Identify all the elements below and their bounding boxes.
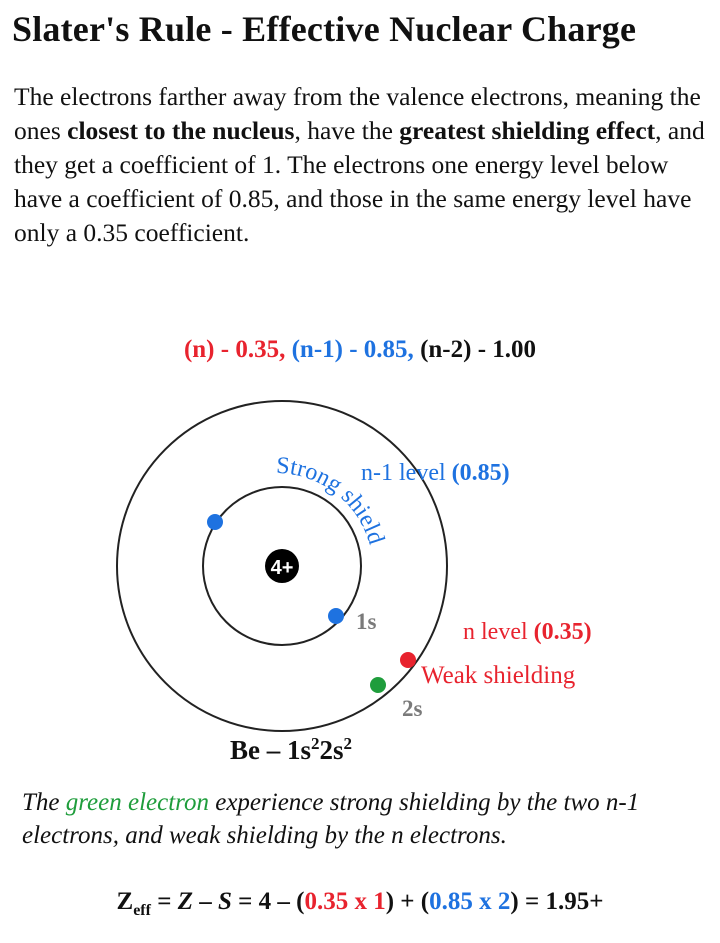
eq-end: ) = 1.95+ (510, 888, 604, 915)
eq-minus: – (193, 888, 218, 915)
eq-S: S (218, 888, 232, 915)
note-text-1: The (22, 789, 66, 816)
n1-level-label (361, 460, 510, 486)
n1-level-text: n-1 level (361, 460, 452, 486)
eq-eff: eff (133, 902, 151, 919)
eq-red-term: 0.35 x 1 (304, 888, 386, 915)
n-level-coef: (0.35) (533, 619, 592, 645)
intro-text-2: , have the (294, 116, 400, 145)
eq-equals-2: = 4 – ( (231, 888, 305, 915)
explanation-note (22, 786, 720, 852)
config-sup-2: 2 (343, 734, 353, 753)
config-sup-1: 2 (311, 734, 320, 753)
intro-text-3: , and they get a coefficient of 1. The electrons one energy level below have a coefficient of 0.85, and those in the same energy level have only a 0.35 coefficient. (14, 116, 705, 247)
intro-bold-1: closest to the nucleus (67, 116, 295, 145)
valence-electron-green (370, 677, 386, 693)
rule-n-2: (n-2) - 1.00 (420, 336, 537, 363)
weak-shielding-label: Weak shielding (421, 662, 576, 689)
inner-electron-1 (207, 514, 223, 530)
nucleus-charge: 4+ (270, 557, 294, 579)
intro-bold-2: greatest shielding effect (399, 116, 656, 145)
eq-z: Z (116, 888, 134, 915)
inner-shell-label: 1s (356, 609, 377, 634)
eq-equals-1: = (150, 888, 178, 915)
n1-level-coef: (0.85) (451, 460, 510, 486)
valence-electron-red (400, 652, 416, 668)
config-prefix: Be – 1s (230, 735, 311, 765)
eq-blue-term: 0.85 x 2 (429, 888, 511, 915)
intro-text-1: The electrons farther away from the valence electrons, meaning the ones (14, 82, 701, 145)
n-level-label (463, 619, 592, 645)
note-text-2: experience strong shielding by the two n-1 electrons, and weak shielding by the n electrons. (22, 789, 640, 849)
config-mid: 2s (319, 735, 344, 765)
intro-paragraph (14, 80, 714, 250)
strong-shield-label: Strong shield (275, 452, 390, 548)
coefficient-rule (0, 336, 720, 364)
electron-configuration (230, 734, 352, 765)
n-level-text: n level (463, 619, 534, 645)
rule-n: (n) - 0.35, (183, 336, 286, 363)
bohr-diagram (0, 370, 720, 780)
eq-Z: Z (177, 888, 193, 915)
rule-n-1: (n-1) - 0.85, (291, 336, 414, 363)
note-green-electron: green electron (65, 789, 209, 816)
inner-electron-2 (328, 608, 344, 624)
eq-mid: ) + ( (385, 888, 430, 915)
outer-shell-label: 2s (402, 696, 423, 721)
page-title: Slater's Rule - Effective Nuclear Charge (12, 9, 637, 49)
zeff-equation (0, 888, 720, 920)
